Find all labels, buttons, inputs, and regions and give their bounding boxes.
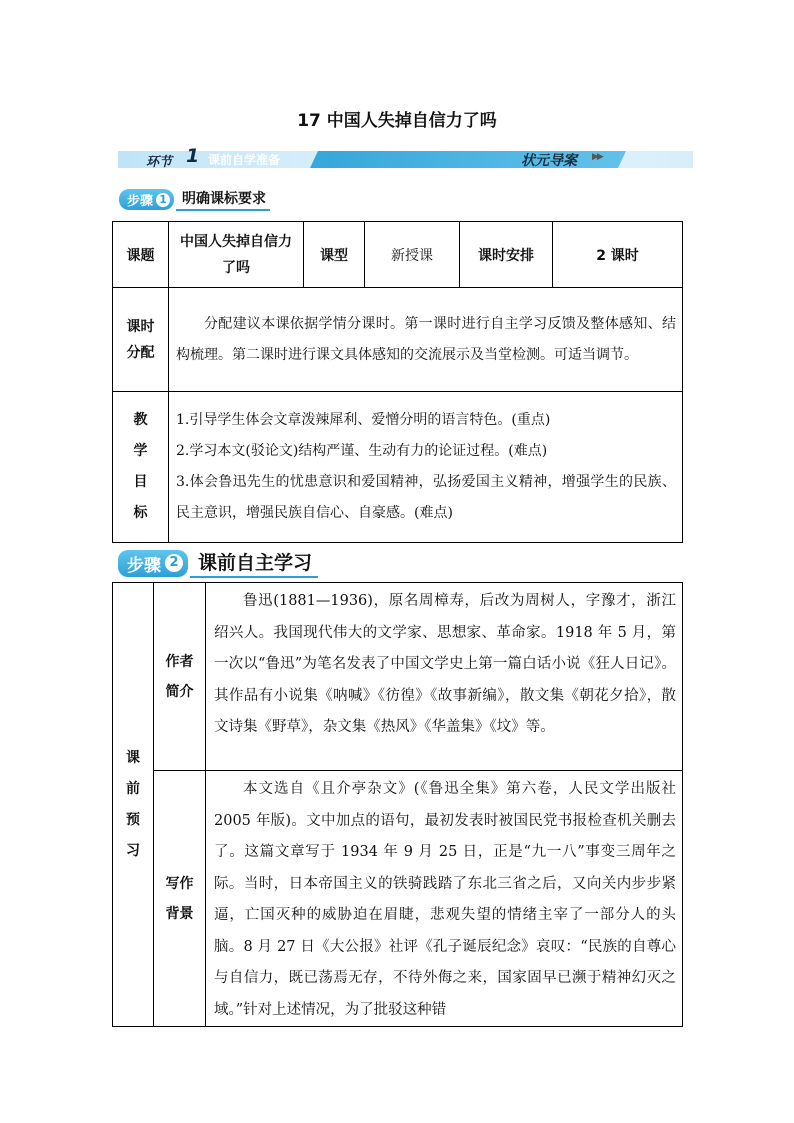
goal-item: 1.引导学生体会文章泼辣犀利、爱憎分明的语言特色。(重点) bbox=[176, 412, 551, 428]
step-1-heading bbox=[119, 188, 270, 211]
lesson-type-value: 新授课 bbox=[365, 222, 460, 288]
double-arrow-icon: ▶▶ bbox=[592, 152, 602, 162]
background-row bbox=[113, 771, 683, 1027]
allocation-row bbox=[113, 288, 683, 392]
header-row bbox=[113, 222, 683, 288]
step-badge bbox=[119, 189, 174, 210]
preview-side-label: 课 前 预 习 bbox=[113, 583, 154, 1027]
step-number-circle: 2 bbox=[165, 554, 183, 572]
goals-list bbox=[169, 392, 683, 543]
author-label: 作者 简介 bbox=[154, 583, 206, 771]
goals-label: 教 学 目 标 bbox=[113, 392, 169, 543]
preview-table bbox=[112, 582, 683, 1027]
step-badge-label: 步骤 bbox=[127, 194, 154, 209]
step-title: 课前自主学习 bbox=[190, 548, 318, 578]
topic-value: 中国人失掉自信力了吗 bbox=[169, 222, 304, 288]
goal-item: 2.学习本文(驳论文)结构严谨、生动有力的论证过程。(难点) bbox=[176, 443, 548, 459]
curriculum-table bbox=[112, 221, 683, 543]
background-text: 本文选自《且介亭杂文》(《鲁迅全集》第六卷，人民文学出版社 2005 年版)。文中加点的语句，最初发表时被国民党书报检查机关删去了。这篇文章写于 1934 年 9 月 25 日，正是“九一八”事变三周年之际。当时，日本帝国主义的铁骑践踏了东北三省之后，又向关内步步紧逼，亡国灭种的威胁迫在眉睫，悲观失望的情绪主宰了一部分人的头脑。8 月 27 日《大公报》社评《孔子诞辰纪念》哀叹：“民族的自尊心与自信力，既已荡焉无存，不待外侮之来，国家固早已濒于精神幻灭之域。”针对上述情况，为了批驳这种错 bbox=[206, 771, 683, 1027]
author-text: 鲁迅(1881—1936)，原名周樟寿，后改为周树人，字豫才，浙江绍兴人。我国现代伟大的文学家、思想家、革命家。1918 年 5 月，第一次以“鲁迅”为笔名发表了中国文学史上第一篇白话小说《狂人日记》。其作品有小说集《呐喊》《彷徨》《故事新编》，散文集《朝花夕拾》，散文诗集《野草》，杂文集《热风》《华盖集》《坟》等。 bbox=[206, 583, 683, 771]
allocation-text: 分配建议本课依据学情分课时。第一课时进行自主学习反馈及整体感知、结构梳理。第二课时进行课文具体感知的交流展示及当堂检测。可适当调节。 bbox=[169, 288, 683, 392]
step-2-heading bbox=[118, 548, 318, 578]
schedule-label: 课时安排 bbox=[460, 222, 553, 288]
lesson-type-label: 课型 bbox=[304, 222, 365, 288]
author-row bbox=[113, 583, 683, 771]
banner-number: 1 bbox=[186, 145, 200, 167]
step-title: 明确课标要求 bbox=[176, 188, 270, 211]
topic-label: 课题 bbox=[113, 222, 169, 288]
document-title: 17 中国人失掉自信力了吗 bbox=[297, 111, 497, 131]
section-banner bbox=[118, 145, 693, 170]
allocation-label: 课时 分配 bbox=[113, 288, 169, 392]
background-label: 写作 背景 bbox=[154, 771, 206, 1027]
goal-item: 3.体会鲁迅先生的忧患意识和爱国精神，弘扬爱国主义精神，增强学生的民族、民主意识，增强民族自信心、自豪感。(难点) bbox=[176, 474, 676, 521]
step-number-circle: 1 bbox=[156, 193, 170, 207]
banner-band bbox=[310, 151, 626, 168]
banner-env-label: 环节 bbox=[146, 155, 173, 170]
step-badge bbox=[118, 550, 188, 577]
banner-section-label: 课前自学准备 bbox=[208, 153, 281, 167]
schedule-value: 2 课时 bbox=[553, 222, 683, 288]
goals-row bbox=[113, 392, 683, 543]
step-badge-label: 步骤 bbox=[127, 555, 161, 576]
banner-brand: 状元导案 bbox=[521, 153, 577, 169]
